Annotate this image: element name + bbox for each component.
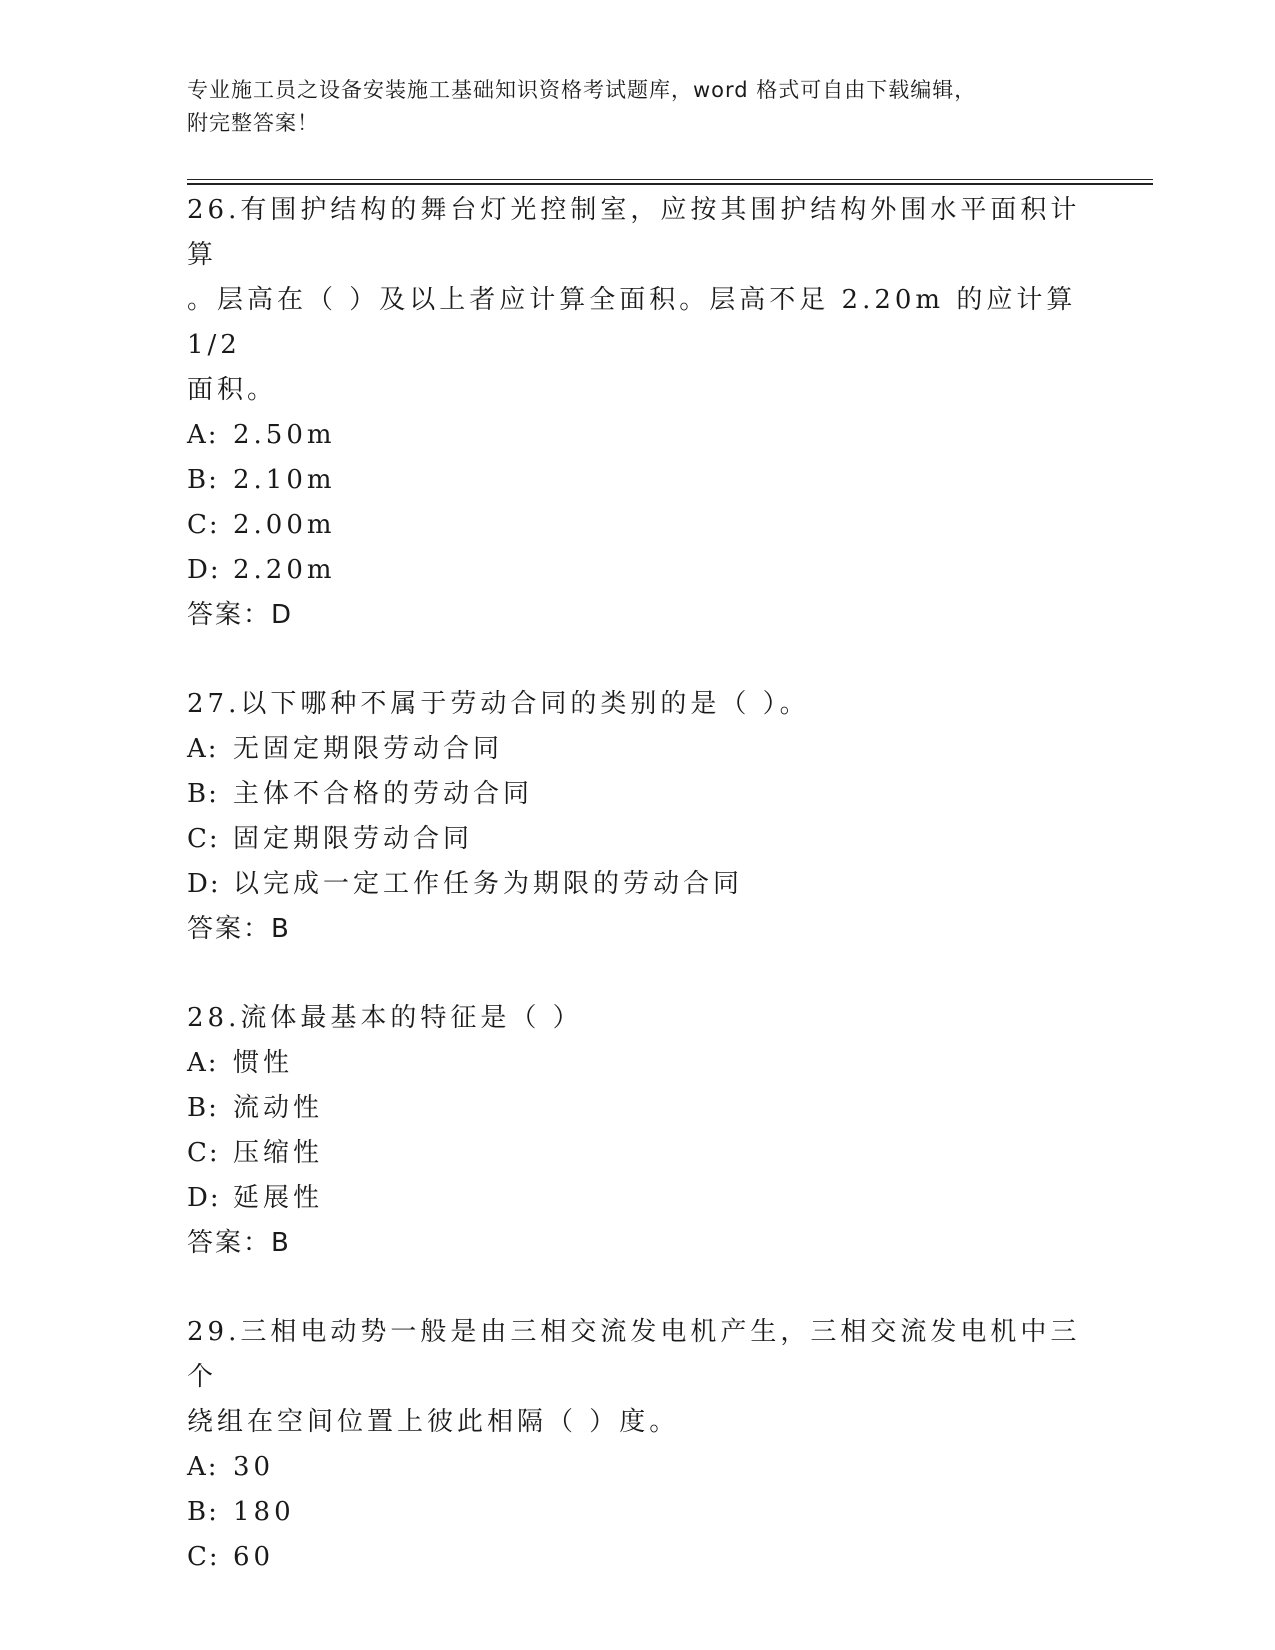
option-b — [187, 458, 1087, 503]
option-d — [187, 548, 1087, 593]
option-key: D: — [187, 555, 221, 585]
option-key: A: — [187, 734, 219, 764]
question-stem-line: 28.流体最基本的特征是（ ） — [187, 1003, 583, 1033]
option-text: 主体不合格的劳动合同 — [233, 779, 534, 809]
option-text: 2.10m — [233, 465, 336, 495]
option-text: 2.20m — [233, 555, 336, 585]
option-a — [187, 1041, 1087, 1086]
option-text: 2.50m — [233, 420, 336, 450]
option-key: D: — [187, 869, 221, 899]
option-key: B: — [187, 1497, 219, 1527]
option-d — [187, 1176, 1087, 1221]
answer-line: 答案：B — [187, 1228, 291, 1258]
question-stem-line: 。层高在（ ）及以上者应计算全面积。层高不足 2.20m 的应计算 1/2 — [187, 285, 1077, 360]
option-c — [187, 1535, 1087, 1580]
option-key: B: — [187, 1093, 219, 1123]
question-27 — [187, 682, 1087, 952]
question-stem-line: 26.有围护结构的舞台灯光控制室，应按其围护结构外围水平面积计算 — [187, 195, 1081, 270]
option-c — [187, 503, 1087, 548]
option-text: 180 — [233, 1497, 295, 1527]
option-key: D: — [187, 1183, 221, 1213]
option-key: A: — [187, 1452, 219, 1482]
question-29 — [187, 1310, 1087, 1580]
option-d — [187, 862, 1087, 907]
option-key: C: — [187, 1138, 220, 1168]
question-stem-line: 29.三相电动势一般是由三相交流发电机产生，三相交流发电机中三个 — [187, 1317, 1081, 1392]
option-text: 30 — [233, 1452, 275, 1482]
question-stem-line: 面积。 — [187, 375, 278, 405]
header-line-1: 专业施工员之设备安装施工基础知识资格考试题库，word 格式可自由下载编辑， — [187, 78, 977, 102]
option-text: 固定期限劳动合同 — [233, 824, 474, 854]
option-key: B: — [187, 465, 219, 495]
option-text: 流动性 — [233, 1093, 324, 1123]
option-text: 2.00m — [233, 510, 336, 540]
question-list — [187, 188, 1087, 1624]
answer-line: 答案：D — [187, 600, 294, 630]
option-a — [187, 413, 1087, 458]
option-text: 60 — [233, 1542, 275, 1572]
option-key: C: — [187, 824, 220, 854]
option-b — [187, 1490, 1087, 1535]
option-b — [187, 772, 1087, 817]
option-key: C: — [187, 510, 220, 540]
question-28 — [187, 996, 1087, 1266]
option-text: 延展性 — [233, 1183, 324, 1213]
option-c — [187, 1131, 1087, 1176]
header-divider — [187, 179, 1153, 185]
option-key: A: — [187, 1048, 219, 1078]
question-26 — [187, 188, 1087, 638]
option-c — [187, 817, 1087, 862]
option-b — [187, 1086, 1087, 1131]
question-stem-line: 绕组在空间位置上彼此相隔（ ）度。 — [187, 1407, 680, 1437]
option-text: 以完成一定工作任务为期限的劳动合同 — [233, 869, 744, 899]
option-a — [187, 727, 1087, 772]
option-text: 压缩性 — [233, 1138, 324, 1168]
option-key: C: — [187, 1542, 220, 1572]
option-text: 无固定期限劳动合同 — [233, 734, 504, 764]
option-text: 惯性 — [233, 1048, 294, 1078]
header-line-2: 附完整答案！ — [187, 111, 319, 135]
option-a — [187, 1445, 1087, 1490]
document-header — [187, 74, 1067, 140]
option-key: B: — [187, 779, 219, 809]
option-key: A: — [187, 420, 219, 450]
question-stem-line: 27.以下哪种不属于劳动合同的类别的是（ ）。 — [187, 689, 810, 719]
answer-line: 答案：B — [187, 914, 291, 944]
